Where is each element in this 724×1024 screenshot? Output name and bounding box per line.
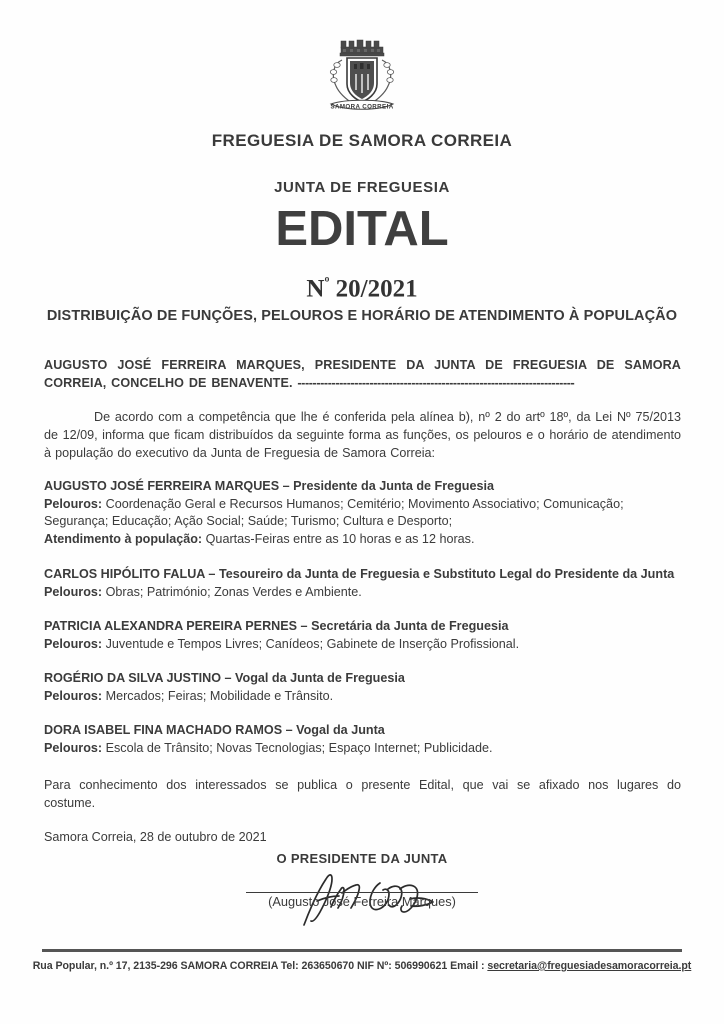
member-atendimento [44,531,681,548]
pelouros-value: Obras; Património; Zonas Verdes e Ambiente. [102,584,362,599]
document-type-title: EDITAL [275,202,449,256]
closing-paragraph: Para conhecimento dos interessados se publica o presente Edital, que vai se afixado nos lugares do costume. [44,777,681,810]
member-separator: – [279,478,294,493]
member-role: Vogal da Junta de Freguesia [235,671,405,686]
document-number [0,275,724,303]
member-separator: – [221,671,236,686]
preamble-text: AUGUSTO JOSÉ FERREIRA MARQUES, PRESIDENTE DA JUNTA DE FREGUESIA DE SAMORA CORREIA, CONCELHO DE BENAVENTE. [44,358,681,391]
member-role: Secretária da Junta de Freguesia [311,618,509,633]
signature-name: (Augusto José Ferreira Marques) [268,894,456,909]
document-subtitle: DISTRIBUIÇÃO DE FUNÇÕES, PELOUROS E HORÁRIO DE ATENDIMENTO À POPULAÇÃO [46,308,678,324]
member-pelouros [44,496,681,531]
pelouros-label: Pelouros: [44,741,103,756]
member-pelouros [44,636,681,653]
member-entry [44,566,681,601]
member-pelouros [44,584,681,601]
document-number-ordinal: º [324,275,330,291]
member-heading [44,566,681,583]
coat-of-arms [0,38,724,120]
intro-paragraph: De acordo com a competência que lhe é conferida pela alínea b), nº 2 do artº 18º, da Lei Nº 75/2013 de 12/09, informa que ficam distribuídos da seguinte forma as funções, os pelouros e o horário de atendimento à população do executivo da Junta de Freguesia de Samora Correia: [44,409,681,461]
footer-contact [0,960,724,972]
pelouros-label: Pelouros: [44,689,103,703]
member-name: CARLOS HIPÓLITO FALUA [44,566,205,581]
pelouros-value: Juventude e Tempos Livres; Canídeos; Gabinete de Inserção Profissional. [102,636,520,651]
member-name: AUGUSTO JOSÉ FERREIRA MARQUES [44,478,280,493]
member-entry [44,722,681,757]
member-pelouros [44,688,681,705]
document-number-prefix: N [306,275,325,303]
pelouros-label: Pelouros: [44,636,103,651]
member-role: Vogal da Junta [296,723,385,738]
signature-line [246,892,478,893]
pelouros-value: Escola de Trânsito; Novas Tecnologias; Espaço Internet; Publicidade. [102,741,493,756]
member-separator: – [204,566,219,581]
pelouros-label: Pelouros: [44,584,103,599]
member-heading [44,722,681,739]
footer-divider [42,949,682,952]
member-name: PATRICIA ALEXANDRA PEREIRA PERNES [44,618,298,633]
member-separator: – [282,723,297,738]
preamble-dashes: ------------------------------------------------------------------------- [297,376,575,391]
pelouros-value: Mercados; Feiras; Mobilidade e Trânsito. [102,689,334,703]
member-heading [44,478,681,495]
pelouros-value: Coordenação Geral e Recursos Humanos; Cemitério; Movimento Associativo; Comunicação; Segurança; Educação; Ação Social; Saúde; Turismo; Cultura e Desporto; [44,496,624,528]
junta-title: JUNTA DE FREGUESIA [274,179,450,196]
member-entry [44,478,681,549]
member-separator: – [297,618,312,633]
signature-block [0,851,724,938]
signature-title: O PRESIDENTE DA JUNTA [276,851,448,866]
atendimento-label: Atendimento à população: [44,532,203,547]
member-heading [44,670,681,687]
signature-area [246,892,478,938]
atendimento-value: Quartas-Feiras entre as 10 horas e as 12 horas. [202,532,475,547]
document-number-value: 20/2021 [329,275,418,303]
organization-title: FREGUESIA DE SAMORA CORREIA [211,131,513,150]
member-pelouros [44,740,681,757]
coat-of-arms-icon [325,38,399,120]
member-heading [44,618,681,635]
member-role: Presidente da Junta de Freguesia [293,478,495,493]
member-entry [44,670,681,705]
members-list [44,478,681,758]
pelouros-label: Pelouros: [44,496,103,511]
member-role: Tesoureiro da Junta de Freguesia e Substituto Legal do Presidente da Junta [218,566,675,581]
member-entry [44,618,681,653]
preamble-paragraph [44,356,681,393]
footer-address: Rua Popular, n.º 17, 2135-296 SAMORA CORREIA Tel: 263650670 NIF Nº: 506990621 Email : [32,960,488,972]
document-body [44,356,681,847]
emblem-banner-text: SAMORA CORREIA [330,103,394,111]
place-and-date: Samora Correia, 28 de outubro de 2021 [44,830,267,845]
member-name: ROGÉRIO DA SILVA JUSTINO [44,671,222,686]
footer-email-link[interactable]: secretaria@freguesiadesamoracorreia.pt [487,960,692,972]
member-name: DORA ISABEL FINA MACHADO RAMOS [44,723,283,738]
